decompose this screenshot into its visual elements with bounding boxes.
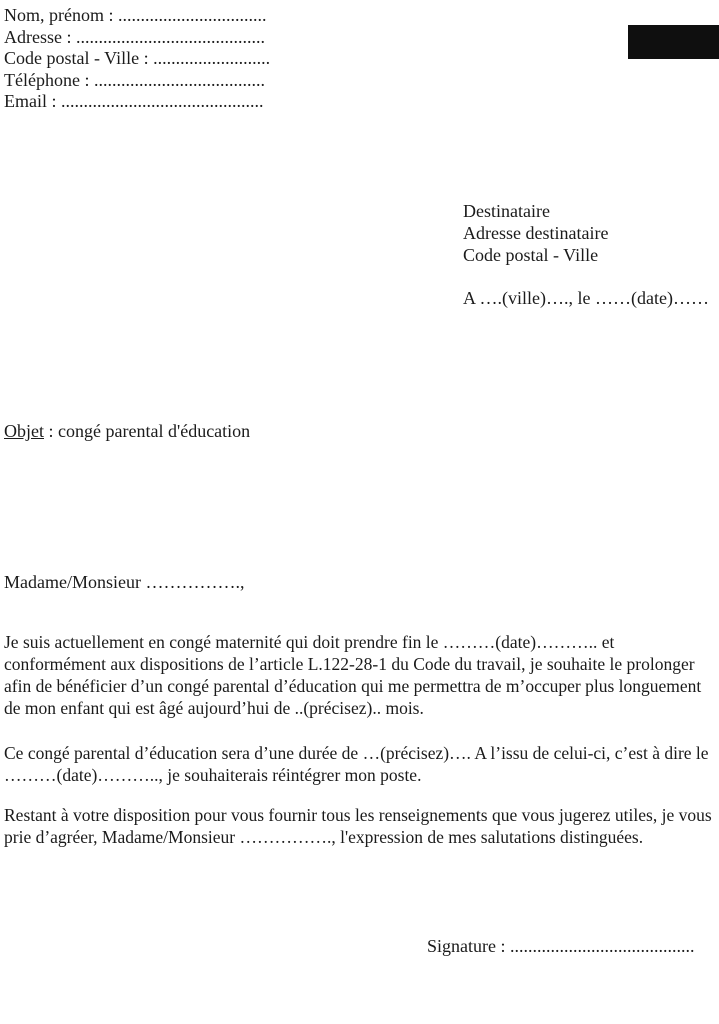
sender-line-postal-city: Code postal - Ville : .......................... [4, 48, 271, 68]
redacted-logo-box [628, 25, 719, 59]
place-date-line: A ….(ville)…., le ……(date)…… [463, 288, 709, 308]
signature-line: Signature : ......................................... [427, 936, 695, 956]
subject-label: Objet [4, 421, 44, 441]
recipient-line-name: Destinataire [463, 201, 550, 221]
subject-text: congé parental d'éducation [58, 421, 251, 441]
sender-line-name: Nom, prénom : ................................. [4, 5, 267, 25]
sender-block [4, 5, 270, 113]
recipient-line-postal-city: Code postal - Ville [463, 245, 599, 265]
body-paragraph-1: Je suis actuellement en congé maternité qui doit prendre fin le ………(date)……….. et conformément aux dispositions de l’article L.122-28-1 du Code du travail, je souhaite le prolonger afin de bénéficier d’un congé parental d’éducation qui me permettra de m’occuper plus longuement de mon enfant qui est âgé aujourd’hui de ..(précisez).. mois. [4, 632, 702, 718]
body-paragraph-3: Restant à votre disposition pour vous fournir tous les renseignements que vous jugerez utiles, je vous prie d’agréer, Madame/Monsieur ……………., l'expression de mes salutations distinguées. [4, 805, 712, 847]
subject-line [4, 421, 250, 442]
salutation-line: Madame/Monsieur ……………., [4, 572, 245, 592]
recipient-line-address: Adresse destinataire [463, 223, 609, 243]
sender-line-phone: Téléphone : ...................................... [4, 69, 265, 90]
subject-separator: : [44, 421, 59, 441]
body-paragraph-2: Ce congé parental d’éducation sera d’une durée de …(précisez)…. A l’issu de celui-ci, c’est à dire le ………(date)……….., je souhaiterais réintégrer mon poste. [4, 743, 709, 785]
sender-line-address: Adresse : .......................................... [4, 26, 265, 47]
recipient-block [463, 200, 608, 266]
sender-line-email: Email : ............................................. [4, 91, 264, 111]
